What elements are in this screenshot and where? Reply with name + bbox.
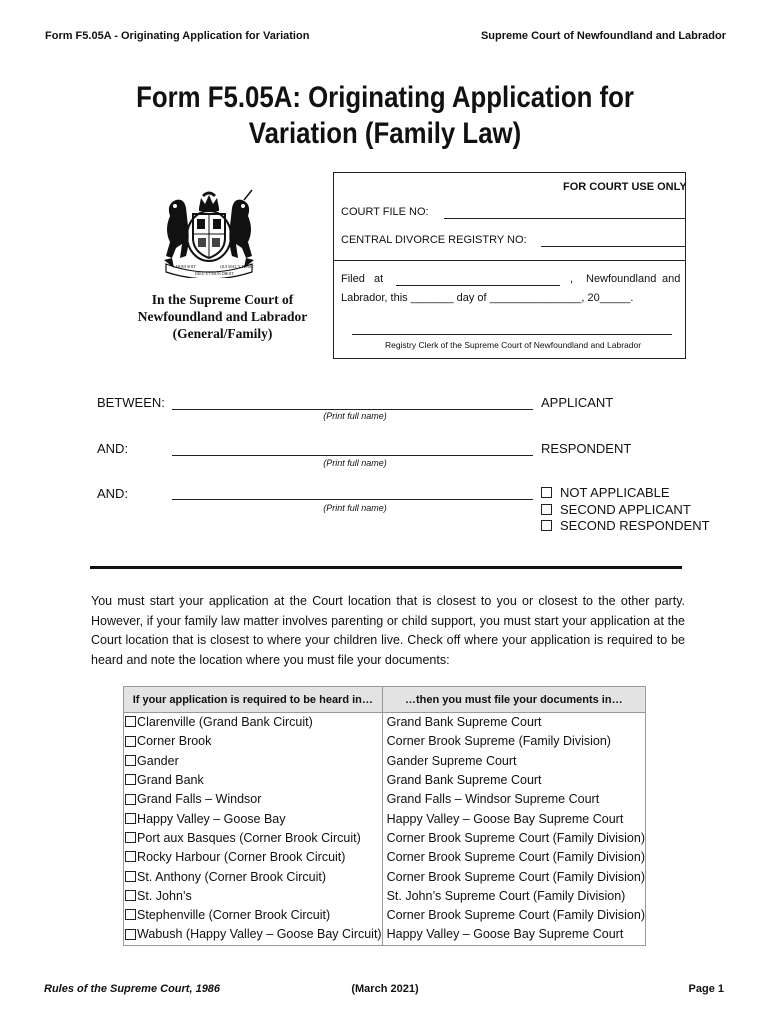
- court-use-only-heading: FOR COURT USE ONLY: [563, 181, 687, 193]
- option-not-applicable[interactable]: [541, 485, 670, 500]
- applicant-name-field[interactable]: [172, 409, 533, 410]
- respondent-name-field[interactable]: [172, 455, 533, 456]
- table-row: [124, 925, 646, 945]
- filed-date-line[interactable]: Labrador, this _______ day of _______________, 20_____.: [341, 292, 634, 304]
- table-row: [124, 771, 646, 790]
- court-name-line-2: Newfoundland and Labrador: [137, 309, 308, 324]
- table-row: [124, 752, 646, 771]
- heard-in-cell: Grand Falls – Windsor: [137, 790, 382, 809]
- table-row: [124, 713, 646, 733]
- row-checkbox-cell[interactable]: [124, 771, 138, 790]
- footer-page-number: Page 1: [688, 983, 724, 995]
- divorce-registry-no-field[interactable]: [541, 246, 686, 247]
- checkbox-icon[interactable]: [125, 774, 136, 785]
- table-row: [124, 848, 646, 867]
- row-checkbox-cell[interactable]: [124, 713, 138, 733]
- file-in-cell: Corner Brook Supreme (Family Division): [382, 732, 645, 751]
- court-name-line-3: (General/Family): [172, 326, 273, 341]
- table-row: [124, 790, 646, 809]
- filed-at-location-field[interactable]: [396, 285, 560, 286]
- checkbox-icon[interactable]: [125, 794, 136, 805]
- table-row: [124, 887, 646, 906]
- between-label: BETWEEN:: [97, 395, 165, 410]
- heard-in-cell: Rocky Harbour (Corner Brook Circuit): [137, 848, 382, 867]
- checkbox-icon[interactable]: [541, 520, 552, 531]
- row-checkbox-cell[interactable]: [124, 829, 138, 848]
- and-label-1: AND:: [97, 441, 129, 456]
- seal-motto-right: QUI MAL Y PENSE: [220, 264, 254, 269]
- row-checkbox-cell[interactable]: [124, 732, 138, 751]
- table-row: [124, 809, 646, 828]
- filed-at-word-at: at: [374, 273, 384, 285]
- heard-in-cell: Corner Brook: [137, 732, 382, 751]
- row-checkbox-cell[interactable]: [124, 848, 138, 867]
- file-in-cell: Corner Brook Supreme Court (Family Division): [382, 906, 645, 925]
- heard-in-cell: Gander: [137, 752, 382, 771]
- row-checkbox-cell[interactable]: [124, 809, 138, 828]
- file-in-cell: Grand Falls – Windsor Supreme Court: [382, 790, 645, 809]
- intro-paragraph: You must start your application at the Court location that is closest to you or closest to the other party. However, if your family law matter involves parenting or child support, you must start your application at the Court location that is closest to where your children live. Check off where your application is required to be heard and note the location where you must file your documents:: [91, 594, 685, 667]
- row-checkbox-cell[interactable]: [124, 867, 138, 886]
- checkbox-icon[interactable]: [125, 871, 136, 882]
- row-checkbox-cell[interactable]: [124, 752, 138, 771]
- file-in-cell: Corner Brook Supreme Court (Family Division): [382, 829, 645, 848]
- filed-at-word-filed: Filed: [341, 273, 365, 285]
- respondent-role-label: RESPONDENT: [541, 441, 632, 456]
- heard-in-cell: Wabush (Happy Valley – Goose Bay Circuit): [137, 925, 382, 945]
- court-file-no-label: COURT FILE NO:: [341, 206, 429, 218]
- and-label-2: AND:: [97, 486, 129, 501]
- respondent-print-full-name: (Print full name): [323, 458, 387, 468]
- option-second-respondent[interactable]: [541, 518, 710, 533]
- checkbox-icon[interactable]: [125, 736, 136, 747]
- file-in-cell: Grand Bank Supreme Court: [382, 713, 645, 733]
- checkbox-icon[interactable]: [125, 832, 136, 843]
- applicant-role-label: APPLICANT: [541, 395, 614, 410]
- table-header-heard-in: If your application is required to be heard in…: [124, 687, 383, 713]
- table-header-row: [124, 687, 646, 713]
- coat-of-arms-seal: [160, 186, 258, 278]
- table-row: [124, 732, 646, 751]
- checkbox-icon[interactable]: [125, 755, 136, 766]
- checkbox-icon[interactable]: [125, 890, 136, 901]
- crown-icon: [199, 195, 219, 211]
- table-row: [124, 906, 646, 925]
- file-in-cell: Corner Brook Supreme Court (Family Division): [382, 867, 645, 886]
- court-name-block: [95, 291, 350, 342]
- court-location-table: [123, 686, 646, 946]
- lion-supporter-icon: [166, 200, 189, 258]
- row-checkbox-cell[interactable]: [124, 925, 138, 945]
- option-second-applicant[interactable]: [541, 502, 691, 517]
- registry-clerk-signature-line[interactable]: [352, 334, 672, 335]
- row-checkbox-cell[interactable]: [124, 887, 138, 906]
- checkbox-icon[interactable]: [125, 716, 136, 727]
- table-header-file-in: …then you must file your documents in…: [382, 687, 645, 713]
- section-divider: [90, 566, 682, 569]
- third-party-name-field[interactable]: [172, 499, 533, 500]
- heard-in-cell: Happy Valley – Goose Bay: [137, 809, 382, 828]
- header-form-name: Form F5.05A - Originating Application for Variation: [45, 30, 310, 42]
- file-in-cell: St. John’s Supreme Court (Family Division): [382, 887, 645, 906]
- checkbox-icon[interactable]: [125, 851, 136, 862]
- option-label: SECOND RESPONDENT: [560, 518, 710, 533]
- court-name-line-1: In the Supreme Court of: [151, 292, 294, 307]
- third-party-print-full-name: (Print full name): [323, 503, 387, 513]
- row-checkbox-cell[interactable]: [124, 790, 138, 809]
- heard-in-cell: St. John’s: [137, 887, 382, 906]
- checkbox-icon[interactable]: [125, 929, 136, 940]
- heard-in-cell: Port aux Basques (Corner Brook Circuit): [137, 829, 382, 848]
- filed-at-comma: ,: [570, 273, 574, 285]
- footer-date: (March 2021): [351, 983, 419, 995]
- registry-clerk-label: Registry Clerk of the Supreme Court of Newfoundland and Labrador: [384, 340, 642, 350]
- file-in-cell: Happy Valley – Goose Bay Supreme Court: [382, 925, 645, 945]
- title-line-1: Form F5.05A: Originating Application for: [136, 81, 634, 114]
- table-row: [124, 829, 646, 848]
- file-in-cell: Happy Valley – Goose Bay Supreme Court: [382, 809, 645, 828]
- header-court-name: Supreme Court of Newfoundland and Labrador: [480, 30, 726, 42]
- checkbox-icon[interactable]: [125, 813, 136, 824]
- court-file-no-field[interactable]: [444, 218, 686, 219]
- applicant-print-full-name: (Print full name): [323, 411, 387, 421]
- option-label: NOT APPLICABLE: [560, 485, 670, 500]
- seal-motto-bottom: DIEU ET MON DROIT: [195, 271, 234, 276]
- court-use-divider: [333, 260, 686, 261]
- checkbox-icon[interactable]: [125, 909, 136, 920]
- heard-in-cell: Grand Bank: [137, 771, 382, 790]
- unicorn-supporter-icon: [229, 200, 252, 258]
- title-line-2: Variation (Family Law): [248, 117, 522, 150]
- table-row: [124, 867, 646, 886]
- heard-in-cell: Clarenville (Grand Bank Circuit): [137, 713, 382, 733]
- court-use-only-box: [333, 172, 686, 359]
- heard-in-cell: Stephenville (Corner Brook Circuit): [137, 906, 382, 925]
- heard-in-cell: St. Anthony (Corner Brook Circuit): [137, 867, 382, 886]
- row-checkbox-cell[interactable]: [124, 906, 138, 925]
- checkbox-icon[interactable]: [541, 504, 552, 515]
- filed-at-province-word: Newfoundland: [586, 273, 657, 285]
- page-title: [54, 80, 716, 152]
- filed-at-and-word: and: [662, 273, 681, 285]
- checkbox-icon[interactable]: [541, 487, 552, 498]
- divorce-registry-no-label: CENTRAL DIVORCE REGISTRY NO:: [341, 234, 527, 246]
- file-in-cell: Grand Bank Supreme Court: [382, 771, 645, 790]
- option-label: SECOND APPLICANT: [560, 502, 691, 517]
- seal-motto-left: HONI SOIT: [176, 264, 196, 269]
- file-in-cell: Corner Brook Supreme Court (Family Division): [382, 848, 645, 867]
- file-in-cell: Gander Supreme Court: [382, 752, 645, 771]
- footer-rules: Rules of the Supreme Court, 1986: [44, 983, 221, 995]
